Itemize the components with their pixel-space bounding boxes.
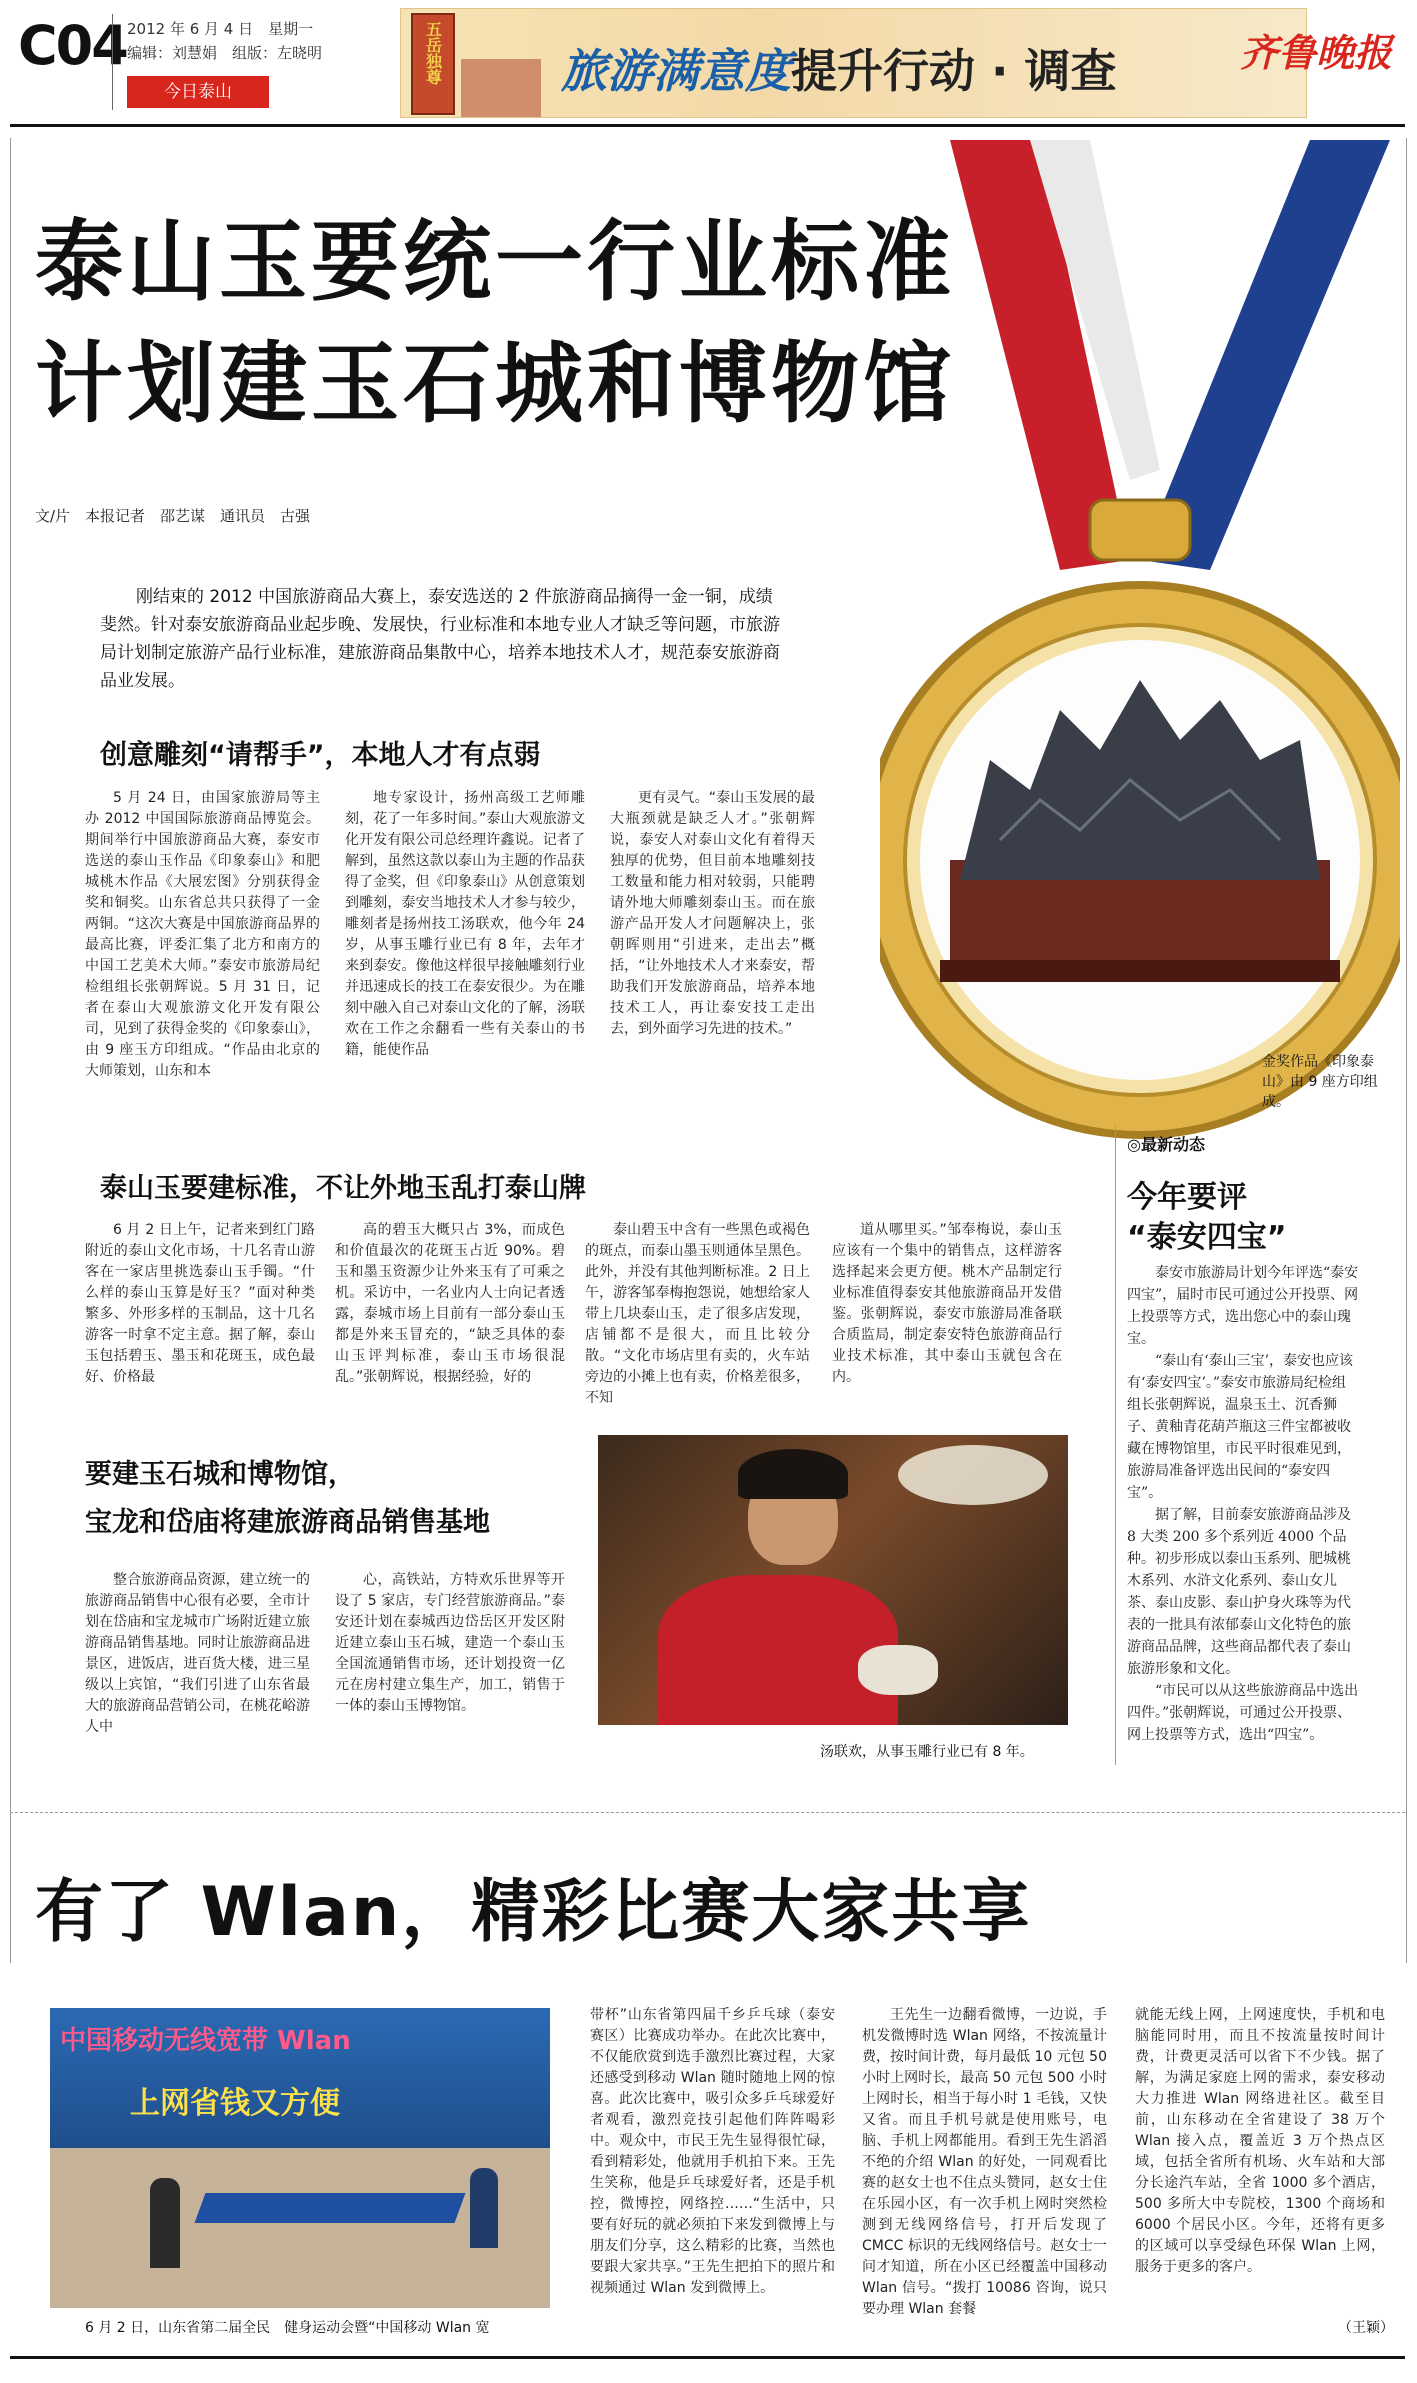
work-lamp — [898, 1445, 1048, 1505]
player-left — [150, 2178, 180, 2268]
wlan-headline: 有了 Wlan，精彩比赛大家共享 — [35, 1873, 1032, 1952]
gate-plaque-text: 五岳独尊 — [423, 21, 443, 85]
table-tennis-photo — [50, 2008, 550, 2308]
top-rule — [10, 124, 1405, 127]
header-banner — [400, 8, 1307, 118]
jade-workpiece — [858, 1645, 938, 1695]
medal-clasp — [1090, 500, 1190, 560]
section3-title-line1: 要建玉石城和博物馆， — [85, 1459, 355, 1490]
section3-col1: 整合旅游商品资源，建立统一的旅游商品销售中心很有必要，全市计划在岱庙和宝龙城市广场附近建立旅游商品销售基地。同时让旅游商品进景区，进饭店，进百货大楼，进三星级以上宾馆，“我们引进了山东省最大的旅游商品营销公司，在桃花峪游人中 — [85, 1572, 310, 1735]
sidebar-para-2: “泰山有‘泰山三宝’，泰安也应该有‘泰安四宝’。”泰安市旅游局纪检组组长张朝辉说，温泉玉土、沉香狮子、黄釉青花葫芦瓶这三件宝都被收藏在博物馆里，市民平时很难见到，旅游局准备评选出民间的“泰安四宝”。 — [1127, 1353, 1354, 1501]
headline-line-2: 计划建玉石城和博物馆 — [35, 332, 956, 435]
editor-credits: 编辑：刘慧娟 组版：左晓明 — [127, 44, 323, 62]
section1-col1: 5 月 24 日，由国家旅游局等主办 2012 中国国际旅游商品博览会。期间举行中国旅游商品大赛，泰安市选送的泰山玉作品《印象泰山》和肥城桃木作品《大展宏图》分别获得金奖和铜奖。山东省总共只获得了一金两铜。“这次大赛是中国旅游商品界的最高比赛，评委汇集了北方和南方的中国工艺美术大师。”泰安市旅游局纪检组组长张朝辉说。5 月 31 日，记者在泰山大观旅游文化开发有限公司，见到了获得金奖的《印象泰山》，由 9 座玉方印组成。“作品由北京的大师策划，山东和本 — [85, 790, 320, 1079]
section3-title-line2: 宝龙和岱庙将建旅游商品销售基地 — [85, 1507, 490, 1538]
gate-illustration — [411, 13, 455, 115]
section1-col3: 更有灵气。“泰山玉发展的最大瓶颈就是缺乏人才。”张朝辉说，泰安人对泰山文化有着得天独厚的优势，但目前本地雕刻技工数量和能力相对较弱，只能聘请外地大师雕刻泰山玉。而在旅游产品开发人才问题解决上，张朝晖则用“引进来，走出去”概括，“让外地技术人才来泰安，帮助我们开发旅游商品，培养本地技术工人，再让泰安技工走出去，到外面学习先进的技术。” — [610, 790, 815, 1037]
section-divider — [10, 1812, 1405, 1813]
sidebar-para-1: 泰安市旅游局计划今年评选“泰安四宝”，届时市民可通过公开投票、网上投票等方式，选出您心中的泰山瑰宝。 — [1127, 1265, 1359, 1347]
section2-title: 泰山玉要建标准，不让外地玉乱打泰山牌 — [100, 1173, 586, 1204]
sidebar-tag: ◎最新动态 — [1127, 1135, 1205, 1154]
wlan-col1: 带杯”山东省第四届千乡乒乓球（泰安赛区）比赛成功举办。在此次比赛中，不仅能欣赏到选手激烈比赛过程，大家还感受到移动 Wlan 随时随地上网的惊喜。此次比赛中，吸引众多乒乓球爱好者观看，激烈竞技引起他们阵阵喝彩中。观众中，市民王先生显得很忙碌，看到精彩处，他就用手机拍下来。王先生笑称，他是乒乓球爱好者，还是手机控，微博控，网络控……“生活中，只要有好玩的就必须拍下来发到微博上与朋友们分享，这么精彩的比赛，当然也要跟大家共享。”王先生把拍下的照片和视频通过 Wlan 发到微博上。 — [590, 2007, 835, 2296]
wlan-photo-caption: 6 月 2 日，山东省第二届全民 健身运动会暨“中国移动 Wlan 宽 — [85, 2320, 490, 2336]
player-right — [470, 2168, 498, 2248]
sidebar-title-line2: “泰安四宝” — [1127, 1220, 1287, 1255]
temple-illustration — [461, 59, 541, 117]
section3-col2: 心，高铁站，方特欢乐世界等开设了 5 家店，专门经营旅游商品。”泰安还计划在泰城西边岱岳区开发区附近建立泰山玉石城，建造一个泰山玉全国流通销售市场，还计划投资一亿元在房村建立集生产，加工，销售于一体的泰山玉博物馆。 — [335, 1572, 565, 1714]
sidebar-para-4: “市民可以从这些旅游商品中选出四件。”张朝辉说，可通过公开投票、网上投票等方式，选出“四宝”。 — [1127, 1683, 1359, 1743]
sidebar-body — [1127, 1262, 1359, 1746]
lead-paragraph: 刚结束的 2012 中国旅游商品大赛上，泰安选送的 2 件旅游商品摘得一金一铜，成绩斐然。针对泰安旅游商品业起步晚、发展快，行业标准和本地专业人才缺乏等问题，市旅游局计划制定旅游产品行业标准，建旅游商品集散中心，培养本地技术人才，规范泰安旅游商品业发展。 — [100, 587, 780, 691]
section2-col3: 泰山碧玉中含有一些黑色或褐色的斑点，而泰山墨玉则通体呈黑色。此外，并没有其他判断标准。2 日上午，游客邹奉梅抱怨说，她想给家人带上几块泰山玉，走了很多店发现，店铺都不是很大，而且比较分散。“文化市场店里有卖的，火车站旁边的小摊上也有卖，价格差很多，不知 — [585, 1222, 810, 1406]
carver-shirt — [658, 1575, 898, 1725]
issue-date: 2012 年 6 月 4 日 星期一 — [127, 20, 314, 38]
wlan-signature: （王颖） — [1338, 2320, 1394, 2336]
backdrop-banner-top: 中国移动无线宽带 Wlan — [60, 2026, 351, 2056]
display-base — [940, 960, 1340, 982]
section2-col2: 高的碧玉大概只占 3%，而成色和价值最次的花斑玉占近 90%。碧玉和墨玉资源少让外来玉有了可乘之机。采访中，一名业内人士向记者透露，泰城市场上目前有一部分泰山玉都是外来玉冒充的，“缺乏具体的泰山玉评判标准，泰山玉市场很混乱。”张朝辉说，根据经验，好的 — [335, 1222, 565, 1385]
wlan-col2: 王先生一边翻看微博，一边说，手机发微博时选 Wlan 网络，不按流量计费，按时间计费，每月最低 10 元包 50 小时上网时长，最高 50 元包 500 小时上网时长，相当于每小时 1 毛钱，又快又省。而且手机号就是使用账号，电脑、手机上网都能用。看到王先生滔滔不绝的介绍 Wlan 的好处，一同观看比赛的赵女士也不住点头赞同，赵女士住在乐园小区，有一次手机上网时突然检测到无线网络信号，打开后发现了 CMCC 标识的无线网络信号。赵女士一问才知道，所在小区已经覆盖中国移动 Wlan 信号。“拨打 10086 咨询，说只要办理 Wlan 套餐 — [862, 2007, 1107, 2317]
bottom-rule — [10, 2356, 1405, 2359]
banner-title-dark: 提升行动 · 调查 — [791, 44, 1117, 98]
ping-pong-table — [195, 2193, 466, 2223]
banner-title — [561, 35, 1117, 101]
section2-col4: 道从哪里买。”邹奉梅说，泰山玉应该有一个集中的销售点，这样游客选择起来会更方便。桃木产品制定行业标准值得泰安其他旅游商品开发借鉴。张朝辉说，泰安市旅游局准备联合质监局，制定泰安特色旅游商品行业技术标准，其中泰山玉就包含在内。 — [832, 1222, 1062, 1385]
section1-col2: 地专家设计，扬州高级工艺师雕刻，花了一年多时间。”泰山大观旅游文化开发有限公司总经理许鑫说。记者了解到，虽然这款以泰山为主题的作品获得了金奖，但《印象泰山》从创意策划到雕刻，泰安当地技术人才参与较少，雕刻者是扬州技工汤联欢，他今年 24 岁，从事玉雕行业已有 8 年，去年才来到泰安。像他这样很早接触雕刻行业并迅速成长的技工在泰安很少。为在雕刻中融入自己对泰山文化的了解，汤联欢在工作之余翻看一些有关泰山的书籍，能使作品 — [345, 790, 585, 1058]
wlan-col3: 就能无线上网，上网速度快，手机和电脑能同时用，而且不按流量按时间计费，计费更灵活可以省下不少钱。据了解，为满足家庭上网的需求，泰安移动大力推进 Wlan 网络进社区。截至目前，山东移动在全省建设了 38 万个 Wlan 接入点，覆盖近 3 万个热点区域，包括全省所有机场、火车站和大部分长途汽车站，全省 1000 多个酒店，500 多所大中专院校，1300 个商场和 6000 个居民小区。今年，还将有更多的区域可以享受绿色环保 Wlan 上网，服务于更多的客户。 — [1135, 2007, 1385, 2275]
newspaper-logo: 齐鲁晚报 — [1240, 30, 1393, 75]
sidebar-divider — [1115, 1125, 1116, 1765]
carver-photo — [598, 1435, 1068, 1725]
byline: 文/片 本报记者 邵艺谋 通讯员 古强 — [35, 507, 311, 525]
sidebar-para-3: 据了解，目前泰安旅游商品涉及 8 大类 200 多个系列近 4000 个品种。初步形成以泰山玉系列、肥城桃木系列、水浒文化系列、泰山女儿茶、泰山皮影、泰山护身火珠等为代表的一批具有浓郁泰山文化特色的旅游商品品牌，这些商品都代表了泰山旅游形象和文化。 — [1127, 1507, 1351, 1677]
photo2-caption: 汤联欢，从事玉雕行业已有 8 年。 — [820, 1744, 1034, 1760]
sidebar-title-line1: 今年要评 — [1127, 1180, 1247, 1215]
section1-title: 创意雕刻“请帮手”，本地人才有点弱 — [100, 740, 541, 771]
banner-title-blue: 旅游满意度 — [561, 44, 791, 98]
section2-col1: 6 月 2 日上午，记者来到红门路附近的泰山文化市场，十几名青山游客在一家店里挑选泰山玉手镯。“什么样的泰山玉算是好玉？”面对种类繁多、外形多样的玉制品，这十几名游客一时拿不定主意。据了解，泰山玉包括碧玉、墨玉和花斑玉，成色最好、价格最 — [85, 1222, 315, 1385]
page-number: C04 — [18, 14, 127, 77]
carver-hair — [738, 1449, 848, 1499]
headline-line-1: 泰山玉要统一行业标准 — [35, 210, 956, 313]
header-divider — [112, 14, 113, 110]
backdrop-banner-bottom: 上网省钱又方便 — [130, 2086, 340, 2121]
section-badge[interactable]: 今日泰山 — [127, 76, 269, 108]
medal-graphic — [880, 140, 1400, 1150]
photo1-caption: 金奖作品《印象泰山》由 9 座方印组成。 — [1262, 1054, 1378, 1110]
